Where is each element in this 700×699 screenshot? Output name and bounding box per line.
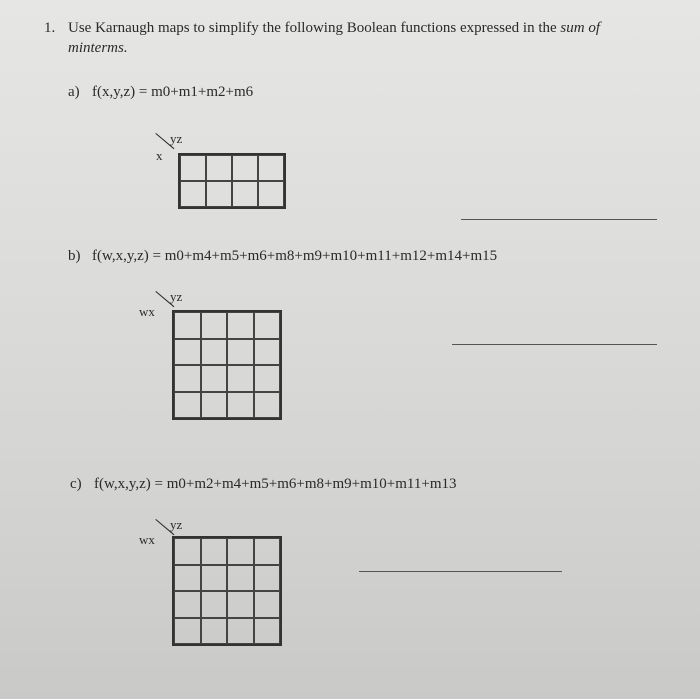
- kmap-c-row-var: wx: [139, 532, 155, 547]
- kmap-cell[interactable]: [174, 339, 201, 366]
- part-a-function: f(x,y,z) = m0+m1+m2+m6: [92, 84, 254, 100]
- part-a-label: a): [68, 84, 80, 100]
- kmap-cell[interactable]: [258, 155, 284, 181]
- kmap-cell[interactable]: [227, 538, 254, 565]
- kmap-cell[interactable]: [227, 365, 254, 392]
- answer-line-c[interactable]: [359, 571, 562, 572]
- kmap-cell[interactable]: [254, 392, 281, 419]
- kmap-cell[interactable]: [201, 365, 228, 392]
- kmap-cell[interactable]: [201, 392, 228, 419]
- kmap-cell[interactable]: [174, 392, 201, 419]
- kmap-cell[interactable]: [201, 618, 228, 645]
- kmap-cell[interactable]: [174, 591, 201, 618]
- question-text-italic: sum of: [560, 20, 601, 36]
- answer-line-a[interactable]: [461, 219, 657, 220]
- question-text-line2: minterms.: [68, 40, 128, 56]
- kmap-cell[interactable]: [206, 181, 232, 207]
- kmap-b-grid: [172, 310, 282, 420]
- answer-line-b[interactable]: [452, 344, 657, 345]
- kmap-cell[interactable]: [201, 538, 228, 565]
- question-text-start: Use Karnaugh maps to simplify the following Boolean functions expressed in the: [68, 20, 561, 36]
- kmap-a-row-var: x: [156, 148, 163, 163]
- kmap-cell[interactable]: [258, 181, 284, 207]
- kmap-cell[interactable]: [232, 181, 258, 207]
- kmap-cell[interactable]: [174, 312, 201, 339]
- kmap-cell[interactable]: [206, 155, 232, 181]
- kmap-a-grid: [178, 153, 286, 209]
- part-c-function: f(w,x,y,z) = m0+m2+m4+m5+m6+m8+m9+m10+m11+m13: [94, 476, 457, 492]
- kmap-cell[interactable]: [227, 392, 254, 419]
- kmap-cell[interactable]: [227, 565, 254, 592]
- kmap-cell[interactable]: [201, 565, 228, 592]
- kmap-cell[interactable]: [227, 591, 254, 618]
- part-b-label: b): [68, 248, 81, 264]
- kmap-cell[interactable]: [174, 565, 201, 592]
- part-c-label: c): [70, 476, 82, 492]
- kmap-cell[interactable]: [174, 538, 201, 565]
- kmap-cell[interactable]: [232, 155, 258, 181]
- kmap-b-row-var: wx: [139, 304, 155, 319]
- kmap-cell[interactable]: [254, 365, 281, 392]
- question-number: 1.: [44, 20, 56, 36]
- kmap-cell[interactable]: [254, 591, 281, 618]
- kmap-cell[interactable]: [180, 155, 206, 181]
- kmap-cell[interactable]: [254, 618, 281, 645]
- kmap-a-col-var: yz: [170, 131, 183, 146]
- kmap-cell[interactable]: [254, 312, 281, 339]
- kmap-cell[interactable]: [254, 565, 281, 592]
- kmap-cell[interactable]: [227, 618, 254, 645]
- question-text-line1: [68, 20, 600, 37]
- kmap-cell[interactable]: [174, 365, 201, 392]
- kmap-cell[interactable]: [174, 618, 201, 645]
- kmap-cell[interactable]: [201, 339, 228, 366]
- kmap-cell[interactable]: [201, 312, 228, 339]
- kmap-cell[interactable]: [180, 181, 206, 207]
- kmap-cell[interactable]: [254, 538, 281, 565]
- kmap-cell[interactable]: [227, 312, 254, 339]
- kmap-b-col-var: yz: [170, 289, 183, 304]
- kmap-cell[interactable]: [201, 591, 228, 618]
- kmap-c-col-var: yz: [170, 517, 183, 532]
- kmap-cell[interactable]: [227, 339, 254, 366]
- kmap-c-grid: [172, 536, 282, 646]
- kmap-cell[interactable]: [254, 339, 281, 366]
- part-b-function: f(w,x,y,z) = m0+m4+m5+m6+m8+m9+m10+m11+m12+m14+m15: [92, 248, 498, 264]
